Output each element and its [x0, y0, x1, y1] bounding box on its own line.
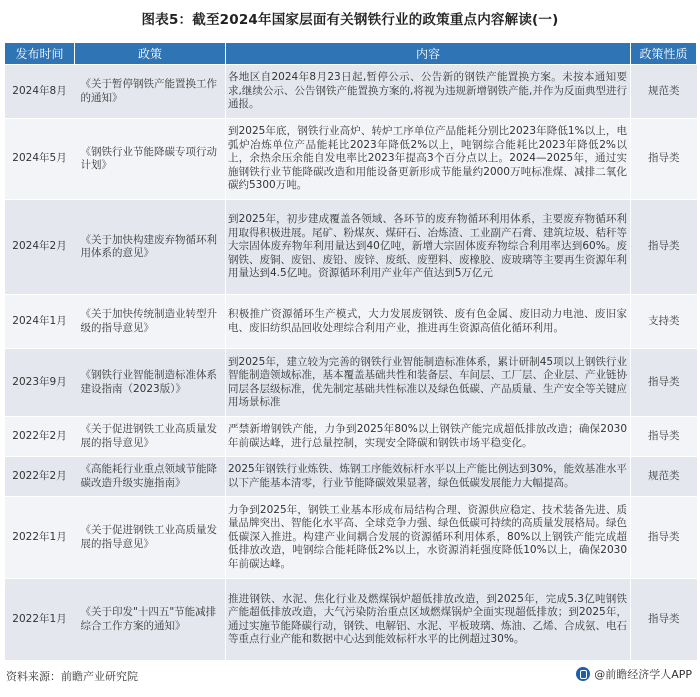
table-row [5, 497, 697, 579]
cell-nature: 指导类 [631, 497, 697, 579]
cell-nature: 指导类 [631, 200, 697, 295]
table-header-row [5, 43, 697, 65]
table-row [5, 200, 697, 295]
header-nature: 政策性质 [631, 43, 697, 65]
cell-nature: 指导类 [631, 417, 697, 457]
cell-date: 2024年5月 [5, 119, 75, 200]
cell-content: 力争到2025年，钢铁工业基本形成布局结构合理、资源供应稳定、技术装备先进、质量品牌突出、智能化水平高、全球竞争力强、绿色低碳可持续的高质量发展格局。绿色低碳深入推进。构建产业间耦合发展的资源循环利用体系，80%以上钢铁产能完成超低排放改造，吨钢综合能耗降低2%以上，水资源消耗强度降低10%以上，确保2030年前碳达峰。 [226, 497, 631, 579]
cell-date: 2024年2月 [5, 200, 75, 295]
cell-policy: 《钢铁行业智能制造标准体系建设指南（2023版）》 [75, 349, 226, 417]
cell-date: 2022年1月 [5, 497, 75, 579]
cell-content: 各地区自2024年8月23日起,暂停公示、公告新的钢铁产能置换方案。未按本通知要求,继续公示、公告钢铁产能置换方案的,将视为违规新增钢铁产能,并作为反面典型进行通报。 [226, 65, 631, 119]
table-row [5, 119, 697, 200]
table-row [5, 295, 697, 349]
cell-date: 2024年1月 [5, 295, 75, 349]
table-row [5, 579, 697, 661]
cell-policy: 《钢铁行业节能降碳专项行动计划》 [75, 119, 226, 200]
table-row [5, 417, 697, 457]
brand-label: @前瞻经济学人APP [594, 668, 692, 681]
cell-policy: 《关于加快构建废弃物循环利用体系的意见》 [75, 200, 226, 295]
cell-policy: 《高能耗行业重点领域节能降碳改造升级实施指南》 [75, 457, 226, 497]
cell-nature: 规范类 [631, 457, 697, 497]
header-date: 发布时间 [5, 43, 75, 65]
header-content: 内容 [226, 43, 631, 65]
page-title: 图表5：截至2024年国家层面有关钢铁行业的政策重点内容解读(一) [141, 12, 559, 28]
cell-nature: 指导类 [631, 119, 697, 200]
cell-date: 2022年2月 [5, 417, 75, 457]
cell-policy: 《关于促进钢铁工业高质量发展的指导意见》 [75, 497, 226, 579]
cell-policy: 《关于加快传统制造业转型升级的指导意见》 [75, 295, 226, 349]
brand-credit [576, 666, 692, 682]
cell-content: 积极推广资源循环生产模式，大力发展废钢铁、废有色金属、废旧动力电池、废旧家电、废旧纺织品回收处理综合利用产业，推进再生资源高值化循环利用。 [226, 295, 631, 349]
qianzhan-logo-icon [576, 667, 590, 681]
cell-date: 2024年8月 [5, 65, 75, 119]
cell-nature: 指导类 [631, 349, 697, 417]
cell-nature: 支持类 [631, 295, 697, 349]
header-policy: 政策 [75, 43, 226, 65]
cell-nature: 规范类 [631, 65, 697, 119]
cell-date: 2022年1月 [5, 579, 75, 661]
cell-policy: 《关于印发"十四五"节能减排综合工作方案的通知》 [75, 579, 226, 661]
cell-nature: 指导类 [631, 579, 697, 661]
source-note: 资料来源：前瞻产业研究院 [6, 670, 138, 683]
cell-content: 2025年钢铁行业炼铁、炼钢工序能效标杆水平以上产能比例达到30%，能效基准水平以下产能基本清零，行业节能降碳效果显著，绿色低碳发展能力大幅提高。 [226, 457, 631, 497]
cell-policy: 《关于暂停钢铁产能置换工作的通知》 [75, 65, 226, 119]
cell-date: 2023年9月 [5, 349, 75, 417]
cell-date: 2022年2月 [5, 457, 75, 497]
cell-content: 到2025年底，钢铁行业高炉、转炉工序单位产品能耗分别比2023年降低1%以上，电弧炉冶炼单位产品能耗比2023年降低2%以上，吨钢综合能耗比2023年降低2%以上，余热余压余能自发电率比2023年提高3个百分点以上。2024—2025年，通过实施钢铁行业节能降碳改造和用能设备更新形成节能量约2000万吨标准煤、减排二氧化碳约5300万吨。 [226, 119, 631, 200]
cell-content: 推进钢铁、水泥、焦化行业及燃煤锅炉超低排放改造，到2025年，完成5.3亿吨钢铁产能超低排放改造，大气污染防治重点区域燃煤锅炉全面实现超低排放；到2025年，通过实施节能降碳行动，钢铁、电解铝、水泥、平板玻璃、炼油、乙烯、合成氨、电石等重点行业产能和数据中心达到能效标杆水平的比例超过30%。 [226, 579, 631, 661]
table-row [5, 65, 697, 119]
cell-policy: 《关于促进钢铁工业高质量发展的指导意见》 [75, 417, 226, 457]
table-row [5, 457, 697, 497]
policy-table [4, 42, 697, 661]
table-row [5, 349, 697, 417]
cell-content: 到2025年，建立较为完善的钢铁行业智能制造标准体系，累计研制45项以上钢铁行业智能制造领域标准，基本覆盖基础共性和装备层、车间层、工厂层、企业层、产业链协同层各层级标准，优先制定基础共性标准以及绿色低碳、产品质量、生产安全等关键应用场景标准 [226, 349, 631, 417]
cell-content: 到2025年，初步建成覆盖各领域、各环节的废弃物循环利用体系，主要废弃物循环利用取得积极进展。尾矿、粉煤灰、煤矸石、冶炼渣、工业副产石膏、建筑垃圾、秸秆等大宗固体废弃物年利用量达到40亿吨，新增大宗固体废弃物综合利用率达到60%。废钢铁、废铜、废铝、废铅、废锌、废纸、废塑料、废橡胶、废玻璃等主要再生资源年利用量达到4.5亿吨。资源循环利用产业年产值达到5万亿元 [226, 200, 631, 295]
cell-content: 严禁新增钢铁产能，力争到2025年80%以上钢铁产能完成超低排放改造；确保2030年前碳达峰，进行总量控制，实现安全降碳和钢铁市场平稳变化。 [226, 417, 631, 457]
